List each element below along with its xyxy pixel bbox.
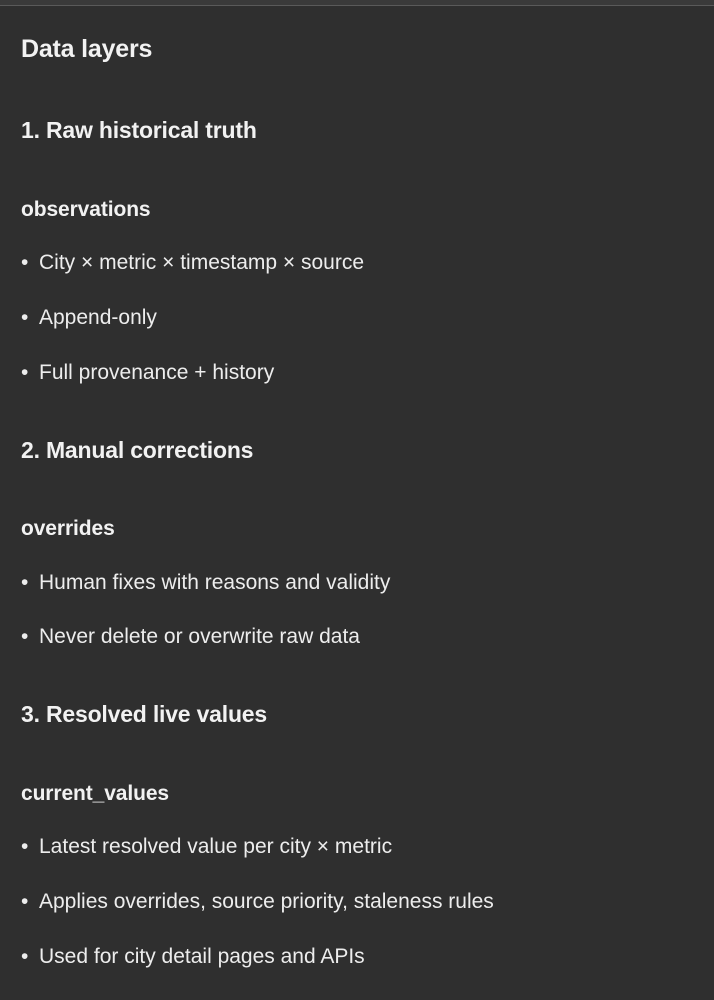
- table-name-observations: observations: [21, 198, 151, 221]
- list-item: [21, 625, 360, 649]
- page-title: Data layers: [21, 35, 153, 63]
- bullet-icon: •: [21, 251, 29, 274]
- list-item-text: Full provenance + history: [39, 361, 275, 384]
- list-item: [21, 571, 390, 595]
- bullet-icon: •: [21, 306, 29, 329]
- bullet-icon: •: [21, 945, 29, 968]
- bullet-icon: •: [21, 625, 29, 648]
- section-heading-3: 3. Resolved live values: [21, 701, 267, 727]
- bullet-icon: •: [21, 835, 29, 858]
- list-item-text: Latest resolved value per city × metric: [39, 835, 393, 858]
- list-item-text: Never delete or overwrite raw data: [39, 625, 360, 648]
- bullet-icon: •: [21, 890, 29, 913]
- list-item: [21, 306, 157, 330]
- list-item: [21, 361, 274, 385]
- list-item: [21, 251, 364, 275]
- list-item: [21, 890, 494, 914]
- bullet-icon: •: [21, 571, 29, 594]
- list-item-text: Used for city detail pages and APIs: [39, 945, 365, 968]
- list-item-text: City × metric × timestamp × source: [39, 251, 365, 274]
- list-item: [21, 835, 392, 859]
- list-item-text: Append-only: [39, 306, 157, 329]
- table-name-current-values: current_values: [21, 782, 170, 805]
- table-name-overrides: overrides: [21, 517, 115, 540]
- bullet-icon: •: [21, 361, 29, 384]
- section-heading-1: 1. Raw historical truth: [21, 117, 257, 143]
- list-item: [21, 945, 365, 969]
- list-item-text: Human fixes with reasons and validity: [39, 571, 391, 594]
- section-heading-2: 2. Manual corrections: [21, 437, 254, 463]
- list-item-text: Applies overrides, source priority, staleness rules: [39, 890, 494, 913]
